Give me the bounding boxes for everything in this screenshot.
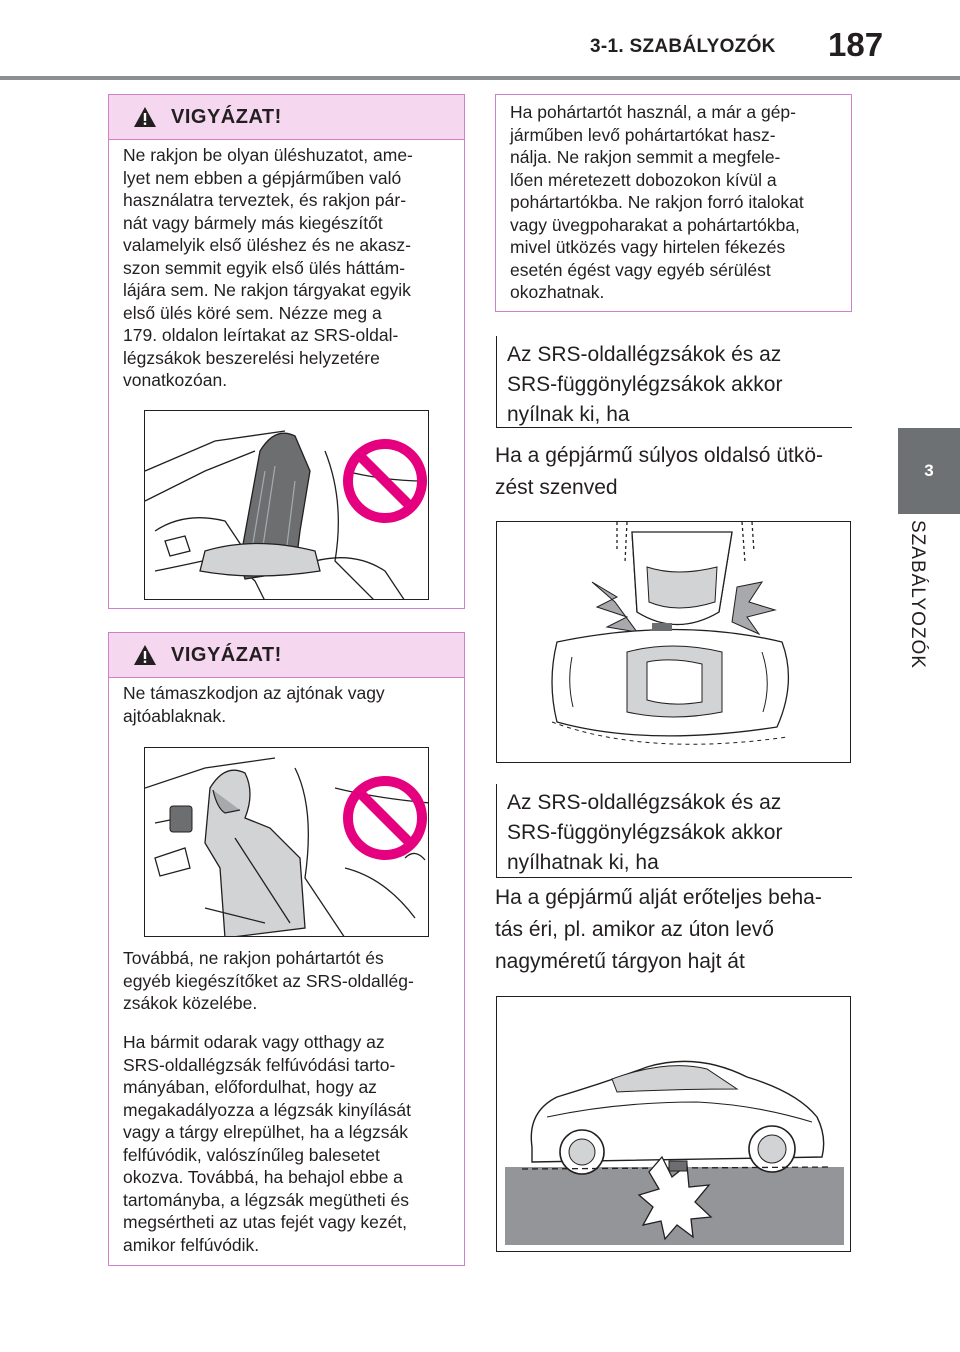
text-line: Ha a gépjármű alját erőteljes beha- [495, 886, 822, 909]
text-line: zsákok közelébe. [123, 993, 258, 1013]
text-line: nyílhatnak ki, ha [507, 851, 659, 874]
warning-para-1 [109, 947, 428, 1015]
text-line: SRS-oldallégzsák felfúvódási tarto- [123, 1054, 396, 1075]
text-line: nát vagy bármely más kiegészítőt [123, 212, 383, 233]
header-divider [0, 76, 960, 80]
text-line: lyet nem ebben a gépjárműben való [123, 167, 402, 188]
text-line: SRS-függönylégzsákok akkor [507, 821, 783, 844]
chapter-label: SZABÁLYOZÓK [907, 520, 928, 669]
text-line: légzsákok beszerelési helyzetére [123, 347, 380, 368]
text-line: Az SRS-oldallégzsákok és az [507, 791, 782, 814]
section-title: 3-1. SZABÁLYOZÓK [590, 36, 776, 57]
warning-header [109, 95, 464, 140]
text-line: Ha bármit odarak vagy otthagy az [123, 1032, 385, 1052]
text-line: mivel ütközés vagy hirtelen fékezés [510, 237, 786, 257]
text-line: járműben levő pohártartókat hasz- [510, 124, 776, 145]
text-line: valamelyik első üléshez és ne akasz- [123, 235, 411, 255]
text-line: felfúvódik, valószínűleg balesetet [123, 1144, 380, 1165]
text-line: használatra terveztek, és rakjon pár- [123, 190, 407, 210]
text-line: lően méretezett dobozokon kívül a [510, 169, 777, 190]
text-line: Továbbá, ne rakjon pohártartót és [123, 948, 384, 968]
text-line: nyílnak ki, ha [507, 403, 630, 426]
side-collision-text [495, 440, 855, 504]
text-line: lájára sem. Ne rakjon tárgyakat egyik [123, 280, 411, 300]
text-line: mányában, előfordulhat, hogy az [123, 1077, 377, 1097]
text-line: zést szenved [495, 476, 618, 499]
text-line: Ha a gépjármű súlyos oldalsó ütkö- [495, 444, 824, 467]
text-line: amikor felfúvódik. [123, 1234, 260, 1255]
warning-para-2 [109, 1031, 425, 1256]
underbody-impact-illustration [496, 996, 851, 1252]
warning-text [496, 95, 851, 304]
text-line: tás éri, pl. amikor az úton levő [495, 918, 774, 941]
side-collision-illustration [496, 521, 851, 763]
text-line: pohártartókba. Ne rakjon forró italokat [510, 192, 804, 212]
text-line: okozva. Továbbá, ha behajol ebbe a [123, 1167, 403, 1187]
text-line: Ne rakjon be olyan üléshuzatot, ame- [123, 145, 413, 165]
text-line: vagy a tárgy elrepülhet, ha a légzsák [123, 1122, 409, 1142]
text-line: okozhatnak. [510, 282, 605, 302]
text-line: megsértheti az utas fejét vagy kezét, [123, 1212, 408, 1232]
chapter-tab: 3 [898, 428, 960, 514]
text-line: nálja. Ne rakjon semmit a megfele- [510, 147, 781, 167]
condition-heading-1 [496, 336, 852, 428]
text-line: megakadályozza a légzsák kinyílását [123, 1099, 411, 1120]
warning-title: VIGYÁZAT! [171, 643, 282, 666]
seat-cover-illustration [144, 410, 429, 600]
warning-triangle-icon [133, 106, 157, 128]
text-line: egyéb kiegészítőket az SRS-oldallég- [123, 970, 414, 991]
text-line: Ha pohártartót használ, a már a gép- [510, 102, 796, 122]
text-line: SRS-függönylégzsákok akkor [507, 373, 783, 396]
text-line: nagyméretű tárgyon hajt át [495, 950, 745, 973]
text-line: vonatkozóan. [123, 370, 228, 390]
text-line: ajtóablaknak. [123, 705, 227, 726]
text-line: vagy üvegpoharakat a pohártartókba, [510, 214, 800, 235]
text-line: első ülés köré sem. Nézze meg a [123, 302, 382, 323]
warning-title: VIGYÁZAT! [171, 105, 282, 128]
warning-intro [109, 678, 464, 727]
page-number: 187 [828, 26, 884, 63]
text-line: esetén égést vagy egyéb sérülést [510, 259, 771, 280]
warning-text [109, 140, 464, 392]
warning-box-seat-covers [108, 94, 465, 609]
text-line: tartományba, a légzsák megütheti és [123, 1189, 409, 1210]
leaning-passenger-illustration [144, 747, 429, 937]
text-line: Az SRS-oldallégzsákok és az [507, 343, 782, 366]
text-line: 179. oldalon leírtakat az SRS-oldal- [123, 325, 399, 345]
warning-box-cup-holder [495, 94, 852, 312]
warning-triangle-icon [133, 644, 157, 666]
warning-header [109, 633, 464, 678]
underbody-impact-text [495, 882, 855, 978]
text-line: szon semmit egyik első ülés háttám- [123, 257, 406, 278]
condition-heading-2 [496, 784, 852, 878]
text-line: Ne támaszkodjon az ajtónak vagy [123, 683, 385, 703]
warning-box-door [108, 632, 465, 1266]
